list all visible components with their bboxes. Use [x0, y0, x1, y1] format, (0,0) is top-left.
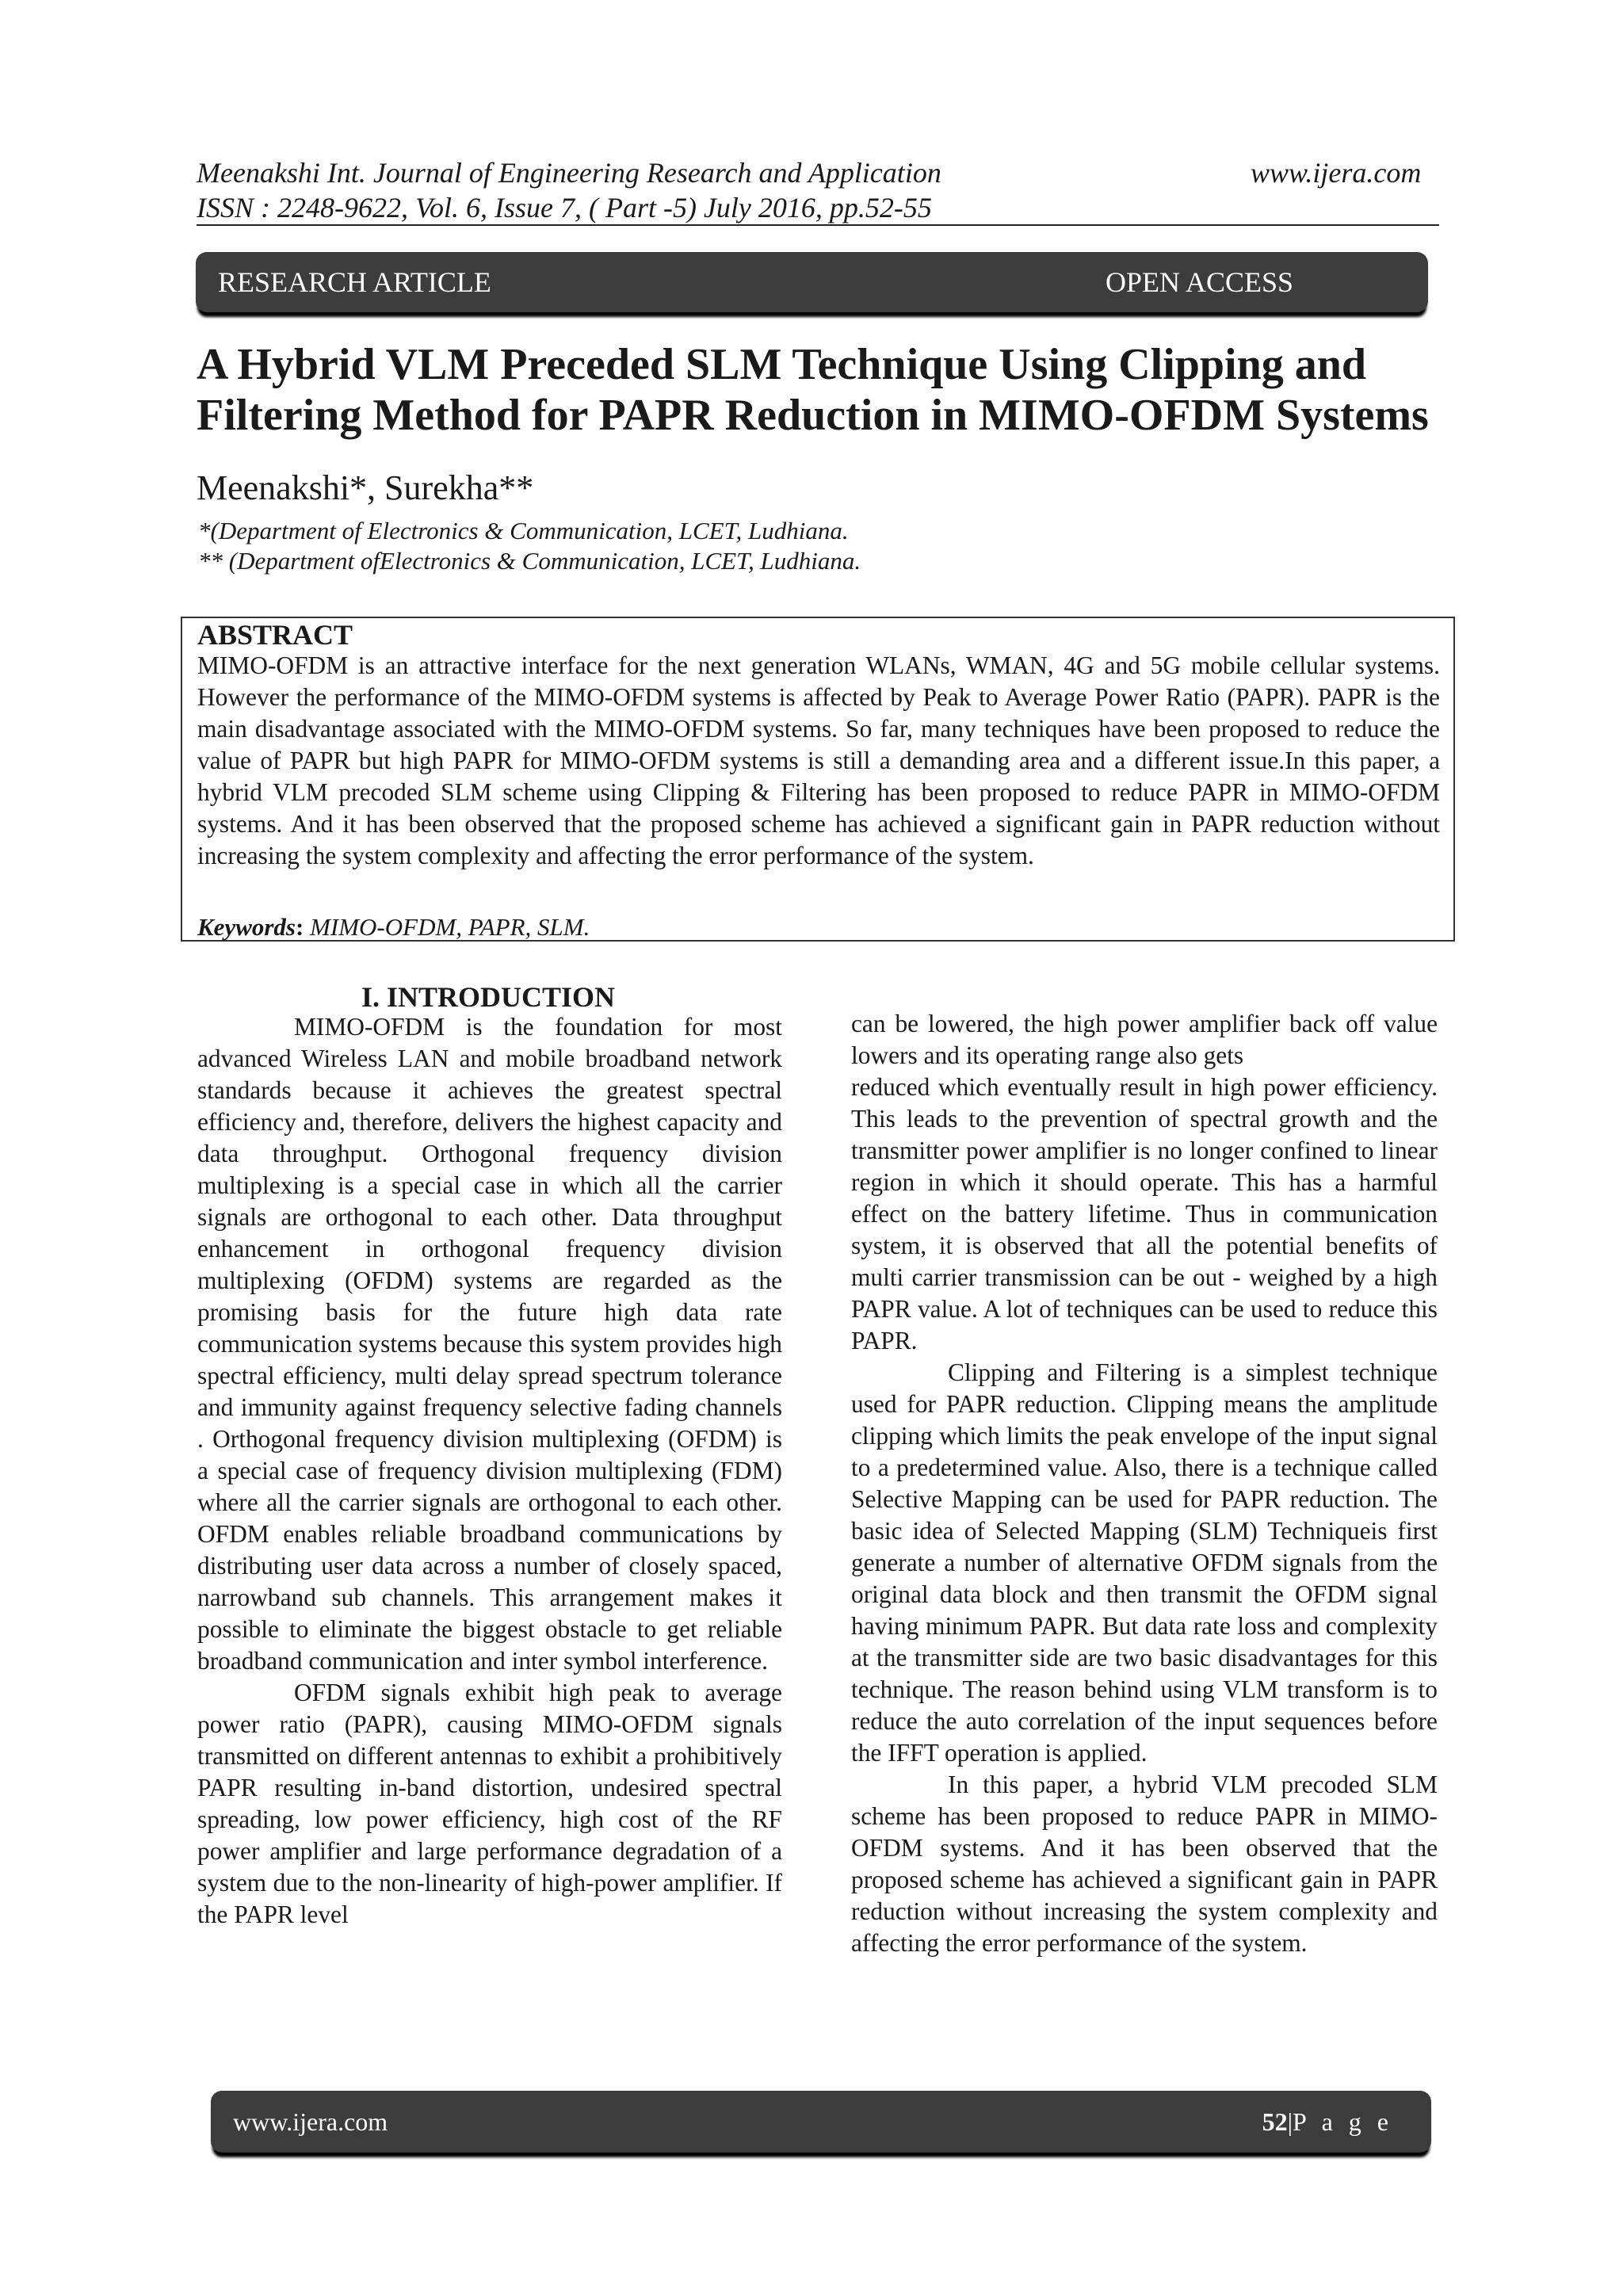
paper-title	[197, 339, 1449, 441]
paragraph: MIMO-OFDM is the foundation for most advanced Wireless LAN and mobile broadband network standards because it achieves the greatest spectral efficiency and, therefore, delivers the highest capacity and data throughput. Orthogonal frequency division multiplexing is a special case in which all the carrier signals are orthogonal to each other. Data throughput enhancement in orthogonal frequency division multiplexing (OFDM) systems are regarded as the promising basis for the future high data rate communication systems because this system provides high spectral efficiency, multi delay spread spectrum tolerance and immunity against frequency selective fading channels . Orthogonal frequency division multiplexing (OFDM) is a special case of frequency division multiplexing (FDM) where all the carrier signals are orthogonal to each other. OFDM enables reliable broadband communications by distributing user data across a number of closely spaced, narrowband sub channels. This arrangement makes it possible to eliminate the biggest obstacle to get reliable broadband communication and inter symbol interference.	[197, 1013, 782, 1675]
footer-website: www.ijera.com	[233, 2107, 388, 2136]
page-number: 52	[1262, 2107, 1288, 2136]
keywords: Keywords: MIMO-OFDM, PAPR, SLM.	[197, 913, 590, 941]
abstract-heading: ABSTRACT	[197, 619, 353, 651]
affiliation-2: ** (Department ofElectronics & Communication, LCET, Ludhiana.	[198, 547, 861, 575]
page-label: P a g e	[1292, 2107, 1393, 2136]
right-column	[851, 1008, 1438, 1959]
journal-website: www.ijera.com	[1251, 157, 1422, 189]
article-type-label: RESEARCH ARTICLE	[218, 266, 491, 298]
paragraph: OFDM signals exhibit high peak to average power ratio (PAPR), causing MIMO-OFDM signals transmitted on different antennas to exhibit a prohibitively PAPR resulting in-band distortion, undesired spectral spreading, low power efficiency, high cost of the RF power amplifier and large performance degradation of a system due to the non-linearity of high-power amplifier. If the PAPR level	[197, 1679, 782, 1928]
paragraph: can be lowered, the high power amplifier back off value lowers and its operating range also gets	[851, 1010, 1438, 1069]
authors: Meenakshi*, Surekha**	[197, 468, 534, 507]
header-rule	[197, 224, 1439, 226]
article-type-bar	[196, 252, 1428, 312]
paragraph: In this paper, a hybrid VLM precoded SLM scheme has been proposed to reduce PAPR in MIMO-OFDM systems. And it has been observed that the proposed scheme has achieved a significant gain in PAPR reduction without increasing the system complexity and affecting the error performance of the system.	[851, 1771, 1438, 1957]
footer-bar	[211, 2091, 1431, 2153]
keywords-label: Keywords	[197, 913, 296, 941]
paper-title-line: A Hybrid VLM Preceded SLM Technique Using Clipping and	[197, 340, 1367, 389]
issn-line: ISSN : 2248-9622, Vol. 6, Issue 7, ( Part -5) July 2016, pp.52-55	[197, 192, 932, 223]
paragraph: reduced which eventually result in high power efficiency. This leads to the prevention of spectral growth and the transmitter power amplifier is no longer confined to linear region in which it should operate. This has a harmful effect on the battery lifetime. Thus in communication system, it is observed that all the potential benefits of multi carrier transmission can be out - weighed by a high PAPR value. A lot of techniques can be used to reduce this PAPR.	[851, 1073, 1438, 1354]
affiliation-1: *(Department of Electronics & Communication, LCET, Ludhiana.	[198, 517, 849, 544]
left-column	[197, 1011, 782, 1931]
abstract-text: MIMO-OFDM is an attractive interface for the next generation WLANs, WMAN, 4G and 5G mobile cellular systems. However the performance of the MIMO-OFDM systems is affected by Peak to Average Power Ratio (PAPR). PAPR is the main disadvantage associated with the MIMO-OFDM systems. So far, many techniques have been proposed to reduce the value of PAPR but high PAPR for MIMO-OFDM systems is still a demanding area and a different issue.In this paper, a hybrid VLM precoded SLM scheme using Clipping & Filtering has been proposed to reduce PAPR in MIMO-OFDM systems. And it has been observed that the proposed scheme has achieved a significant gain in PAPR reduction without increasing the system complexity and affecting the error performance of the system.	[197, 651, 1440, 869]
paragraph: Clipping and Filtering is a simplest technique used for PAPR reduction. Clipping means the amplitude clipping which limits the peak envelope of the input signal to a predetermined value. Also, there is a technique called Selective Mapping can be used for PAPR reduction. The basic idea of Selected Mapping (SLM) Techniqueis first generate a number of alternative OFDM signals from the original data block and then transmit the OFDM signal having minimum PAPR. But data rate loss and complexity at the transmitter side are two basic disadvantages for this technique. The reason behind using VLM transform is to reduce the auto correlation of the input sequences before the IFFT operation is applied.	[851, 1358, 1438, 1767]
open-access-label: OPEN ACCESS	[1106, 266, 1294, 298]
page-indicator: 52|P a g e	[1262, 2107, 1393, 2136]
section-heading: I. INTRODUCTION	[361, 981, 616, 1013]
journal-name: Meenakshi Int. Journal of Engineering Research and Application	[197, 157, 941, 189]
paper-title-line: Filtering Method for PAPR Reduction in MIMO-OFDM Systems	[197, 391, 1429, 440]
keywords-values: MIMO-OFDM, PAPR, SLM.	[310, 913, 590, 941]
